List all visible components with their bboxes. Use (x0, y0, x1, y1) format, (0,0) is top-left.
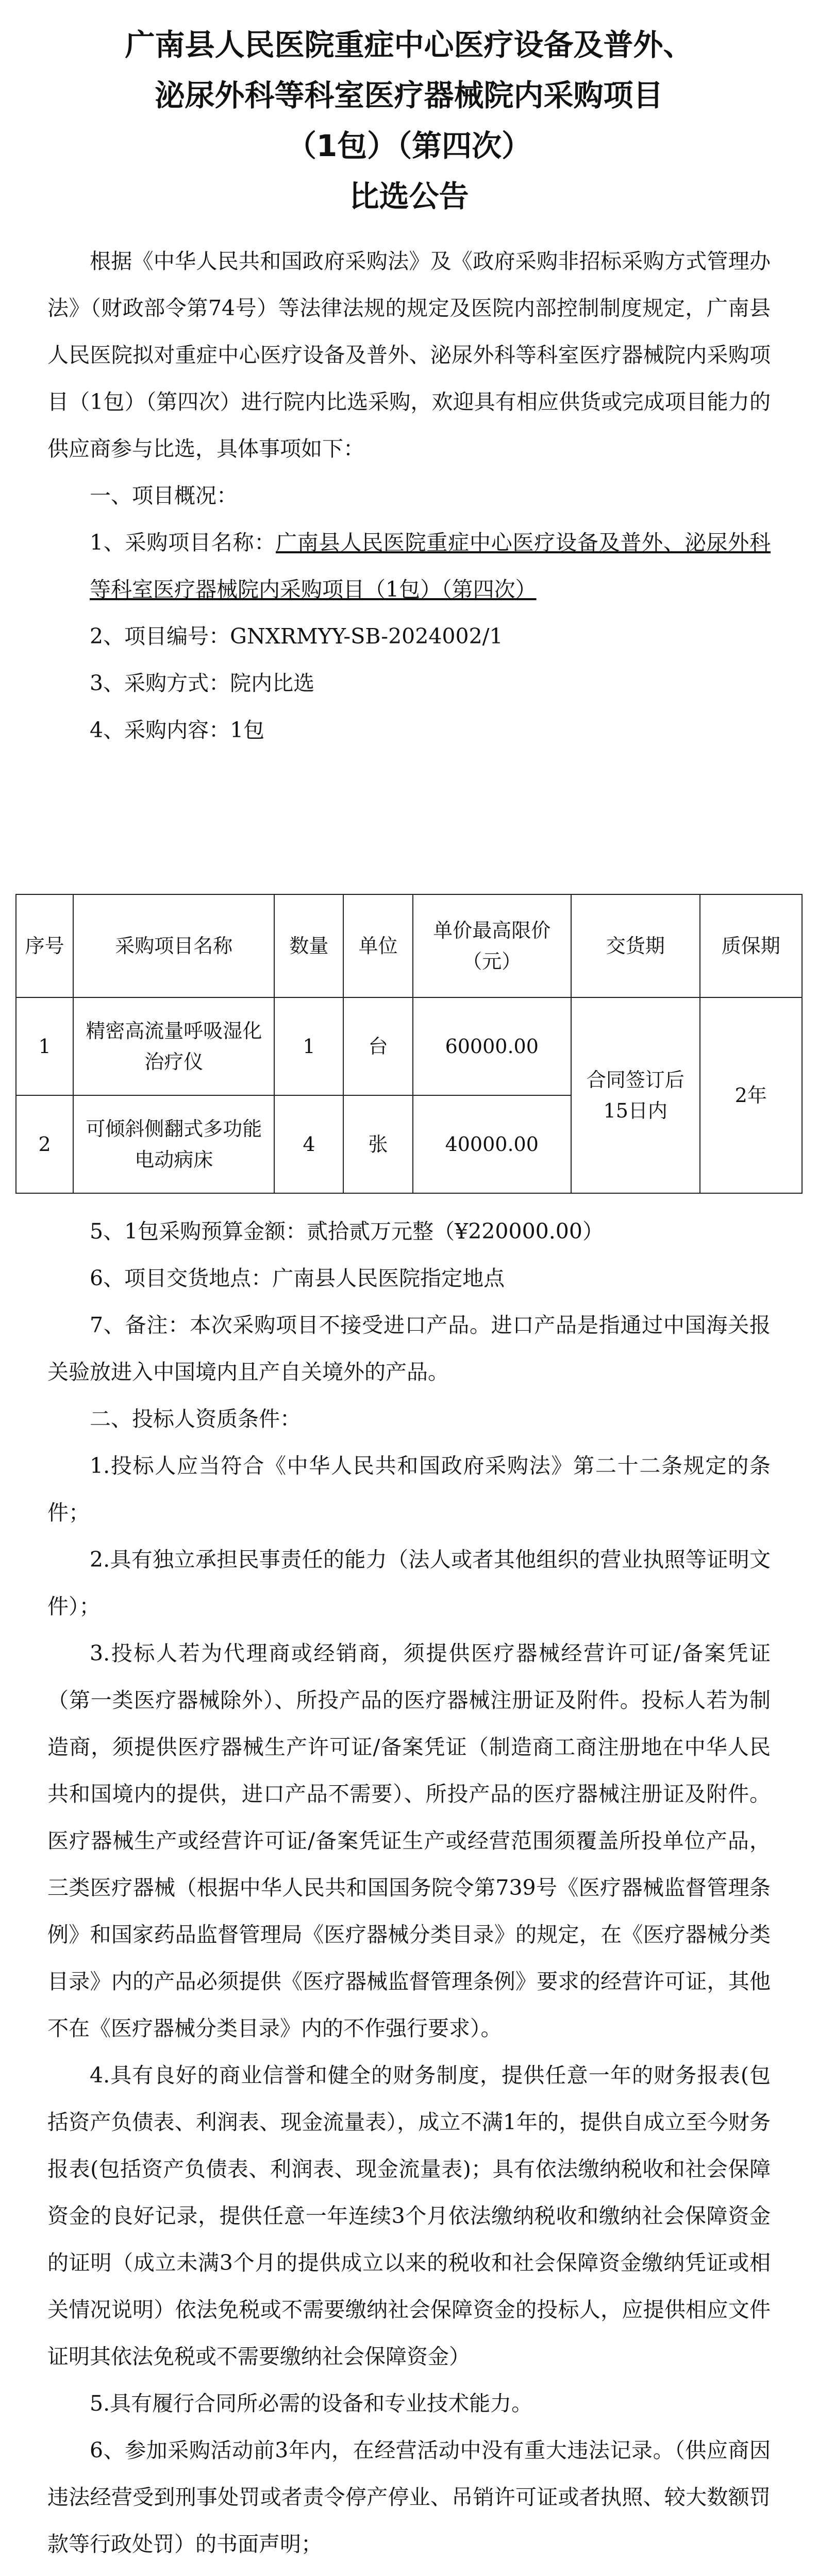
requirement-6: 6、参加采购活动前3年内，在经营活动中没有重大违法记录。（供应商因违法经营受到刑事处罚或者责令停产停业、吊销许可证或者执照、较大数额罚款等行政处罚）的书面声明； (47, 2438, 771, 2556)
row2-no: 2 (16, 1095, 73, 1193)
requirement-1: 1.投标人应当符合《中华人民共和国政府采购法》第二十二条规定的条件； (47, 1453, 771, 1525)
budget-line: 5、1包采购预算金额：贰拾贰万元整（¥220000.00） (90, 1219, 604, 1244)
header-delivery: 交货期 (571, 894, 700, 997)
warranty-cell: 2年 (700, 997, 802, 1193)
import-note: 7、备注：本次采购项目不接受进口产品。进口产品是指通过中国海关报关验放进入中国境内且产自关境外的产品。 (47, 1313, 771, 1384)
table-row (16, 997, 802, 1095)
row1-qty: 1 (274, 997, 343, 1095)
overview-heading: 一、项目概况： (90, 483, 238, 508)
row1-name: 精密高流量呼吸湿化治疗仪 (73, 997, 274, 1095)
title-line-1: 广南县人民医院重症中心医疗设备及普外、 (125, 27, 693, 62)
procurement-table (15, 894, 803, 1194)
item1-label: 1、采购项目名称： (90, 530, 276, 555)
row2-unit: 张 (343, 1095, 412, 1193)
requirements-heading: 二、投标人资质条件： (90, 1406, 301, 1431)
overview-item-1 (47, 519, 771, 613)
main-body (47, 1208, 771, 2576)
row1-unit: 台 (343, 997, 412, 1095)
title-line-3: （1包）（第四次） (286, 128, 532, 163)
header-warranty: 质保期 (700, 894, 802, 997)
project-name-value: 广南县人民医院重症中心医疗设备及普外、泌尿外科等科室医疗器械院内采购项目（1包）（第四次） (90, 530, 771, 602)
overview-item-2: 2、项目编号：GNXRMYY-SB-2024002/1 (90, 624, 503, 649)
table-header-row (16, 894, 802, 997)
row1-price: 60000.00 (413, 997, 571, 1095)
row2-price: 40000.00 (413, 1095, 571, 1193)
row2-name: 可倾斜侧翻式多功能电动病床 (73, 1095, 274, 1193)
document-title (62, 20, 756, 222)
title-line-2: 泌尿外科等科室医疗器械院内采购项目 (155, 78, 663, 113)
delivery-cell: 合同签订后15日内 (571, 997, 700, 1193)
requirement-5: 5.具有履行合同所必需的设备和专业技术能力。 (90, 2391, 533, 2416)
requirement-3: 3.投标人若为代理商或经销商，须提供医疗器械经营许可证/备案凭证（第一类医疗器械除外）、所投产品的医疗器械注册证及附件。投标人若为制造商，须提供医疗器械生产许可证/备案凭证（制造商工商注册地在中华人民共和国境内的提供，进口产品不需要）、所投产品的医疗器械注册证及附件。医疗器械生产或经营许可证/备案凭证生产或经营范围须覆盖所投单位产品，三类医疗器械（根据中华人民共和国国务院令第739号《医疗器械监督管理条例》和国家药品监督管理局《医疗器械分类目录》的规定，在《医疗器械分类目录》内的产品必须提供《医疗器械监督管理条例》要求的经营许可证，其他不在《医疗器械分类目录》内的不作强行要求）。 (47, 1641, 771, 2041)
overview-item-4: 4、采购内容：1包 (90, 718, 265, 742)
header-price: 单价最高限价（元） (413, 894, 571, 997)
requirement-2: 2.具有独立承担民事责任的能力（法人或者其他组织的营业执照等证明文件）； (47, 1547, 771, 1619)
title-line-4: 比选公告 (349, 179, 469, 214)
row2-qty: 4 (274, 1095, 343, 1193)
intro-block (47, 238, 771, 754)
header-no: 序号 (16, 894, 73, 997)
delivery-place-line: 6、项目交货地点：广南县人民医院指定地点 (90, 1266, 505, 1291)
requirement-7 (47, 2568, 771, 2576)
overview-item-3: 3、采购方式：院内比选 (90, 671, 315, 696)
header-unit: 单位 (343, 894, 412, 997)
header-name: 采购项目名称 (73, 894, 274, 997)
requirement-4: 4.具有良好的商业信誉和健全的财务制度，提供任意一年的财务报表(包括资产负债表、利润表、现金流量表），成立不满1年的，提供自成立至今财务报表(包括资产负债表、利润表、现金流量表)；具有依法缴纳税收和社会保障资金的良好记录，提供任意一年连续3个月依法缴纳税收和缴纳社会保障资金的证明（成立未满3个月的提供成立以来的税收和社会保障资金缴纳凭证或相关情况说明）依法免税或不需要缴纳社会保障资金的投标人，应提供相应文件证明其依法免税或不需要缴纳社会保障资金） (47, 2063, 771, 2369)
row1-no: 1 (16, 997, 73, 1095)
header-qty: 数量 (274, 894, 343, 997)
intro-paragraph: 根据《中华人民共和国政府采购法》及《政府采购非招标采购方式管理办法》（财政部令第74号）等法律法规的规定及医院内部控制制度规定，广南县人民医院拟对重症中心医疗设备及普外、泌尿外科等科室医疗器械院内采购项目（1包）（第四次）进行院内比选采购，欢迎具有相应供货或完成项目能力的供应商参与比选，具体事项如下： (47, 249, 771, 461)
